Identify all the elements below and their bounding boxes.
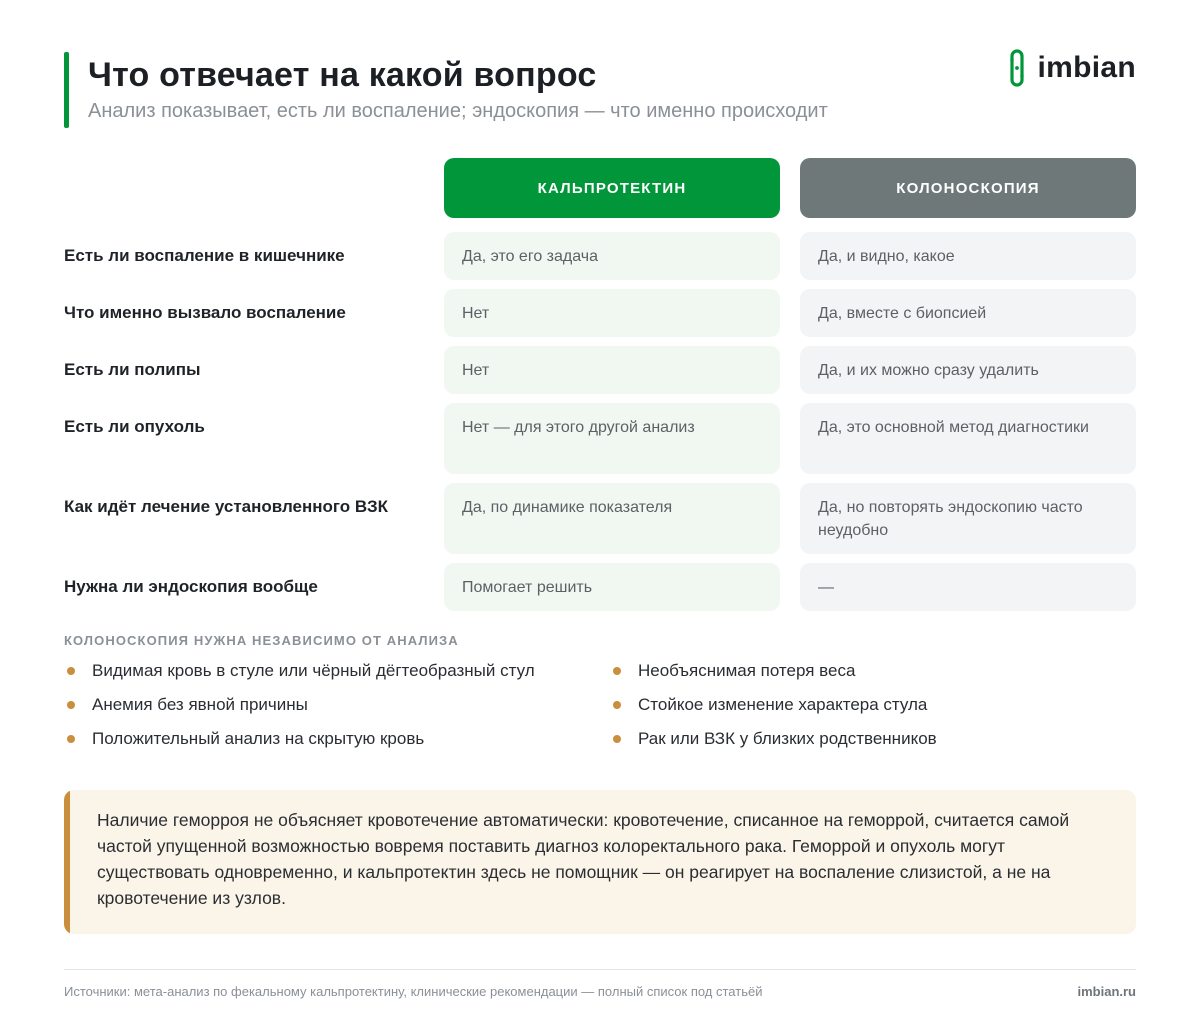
bullet-dot-icon bbox=[67, 735, 75, 743]
indications-title: КОЛОНОСКОПИЯ НУЖНА НЕЗАВИСИМО ОТ АНАЛИЗА bbox=[64, 633, 459, 648]
bullet-dot-icon bbox=[67, 701, 75, 709]
list-item-text: Необъяснимая потеря веса bbox=[638, 661, 856, 680]
list-item-text: Видимая кровь в стуле или чёрный дёгтеобразный стул bbox=[92, 661, 535, 680]
footer-divider bbox=[64, 969, 1136, 970]
page-header bbox=[64, 52, 1136, 128]
row-question: Нужна ли эндоскопия вообще bbox=[64, 577, 318, 596]
list-item-text: Анемия без явной причины bbox=[92, 695, 308, 714]
list-item-text: Положительный анализ на скрытую кровь bbox=[92, 729, 425, 748]
row-question: Что именно вызвало воспаление bbox=[64, 303, 346, 322]
indications-list-left bbox=[64, 660, 584, 762]
footer-site-link[interactable]: imbian.ru bbox=[1077, 984, 1136, 999]
imbian-logo-icon bbox=[1006, 47, 1028, 89]
colonoscopy-cell: Да, и видно, какое bbox=[800, 232, 1136, 280]
bullet-dot-icon bbox=[613, 701, 621, 709]
row-question: Как идёт лечение установленного ВЗК bbox=[64, 497, 388, 516]
brand-logo[interactable] bbox=[1006, 46, 1136, 90]
list-item bbox=[610, 694, 1130, 728]
warning-note bbox=[64, 790, 1136, 934]
bullet-dot-icon bbox=[613, 667, 621, 675]
column-header-colonoscopy: КОЛОНОСКОПИЯ bbox=[800, 158, 1136, 218]
header-accent-bar bbox=[64, 52, 69, 128]
page-title: Что отвечает на какой вопрос bbox=[88, 56, 597, 94]
calprotectin-cell: Да, это его задача bbox=[444, 232, 780, 280]
colonoscopy-cell: — bbox=[800, 563, 1136, 611]
logo-text: imbian bbox=[1037, 51, 1136, 84]
note-accent-bar bbox=[64, 790, 70, 934]
bullet-dot-icon bbox=[613, 735, 621, 743]
list-item bbox=[610, 728, 1130, 762]
row-question: Есть ли воспаление в кишечнике bbox=[64, 246, 345, 265]
colonoscopy-cell: Да, и их можно сразу удалить bbox=[800, 346, 1136, 394]
calprotectin-cell: Да, по динамике показателя bbox=[444, 483, 780, 554]
page-subtitle: Анализ показывает, есть ли воспаление; эндоскопия — что именно происходит bbox=[88, 100, 828, 122]
list-item-text: Рак или ВЗК у близких родственников bbox=[638, 729, 937, 748]
row-question: Есть ли полипы bbox=[64, 360, 201, 379]
column-header-calprotectin: КАЛЬПРОТЕКТИН bbox=[444, 158, 780, 218]
calprotectin-cell: Нет bbox=[444, 346, 780, 394]
bullet-dot-icon bbox=[67, 667, 75, 675]
calprotectin-cell: Нет bbox=[444, 289, 780, 337]
list-item bbox=[64, 660, 584, 694]
colonoscopy-cell: Да, но повторять эндоскопию часто неудобно bbox=[800, 483, 1136, 554]
note-text: Наличие геморроя не объясняет кровотечение автоматически: кровотечение, списанное на геморрой, считается самой частой упущенной возможностью вовремя поставить диагноз колоректального рака. Геморрой и опухоль могут существовать одновременно, и кальпротектин здесь не помощник — он реагирует на воспаление слизистой, а не на кровотечение из узлов. bbox=[97, 810, 1070, 908]
colonoscopy-cell: Да, это основной метод диагностики bbox=[800, 403, 1136, 474]
colonoscopy-cell: Да, вместе с биопсией bbox=[800, 289, 1136, 337]
list-item bbox=[64, 694, 584, 728]
list-item bbox=[610, 660, 1130, 694]
indications-list-right bbox=[610, 660, 1130, 762]
list-item bbox=[64, 728, 584, 762]
calprotectin-cell: Нет — для этого другой анализ bbox=[444, 403, 780, 474]
list-item-text: Стойкое изменение характера стула bbox=[638, 695, 928, 714]
calprotectin-cell: Помогает решить bbox=[444, 563, 780, 611]
row-question: Есть ли опухоль bbox=[64, 417, 205, 436]
footer-sources: Источники: мета-анализ по фекальному кальпротектину, клинические рекомендации — полный список под статьёй bbox=[64, 984, 763, 999]
